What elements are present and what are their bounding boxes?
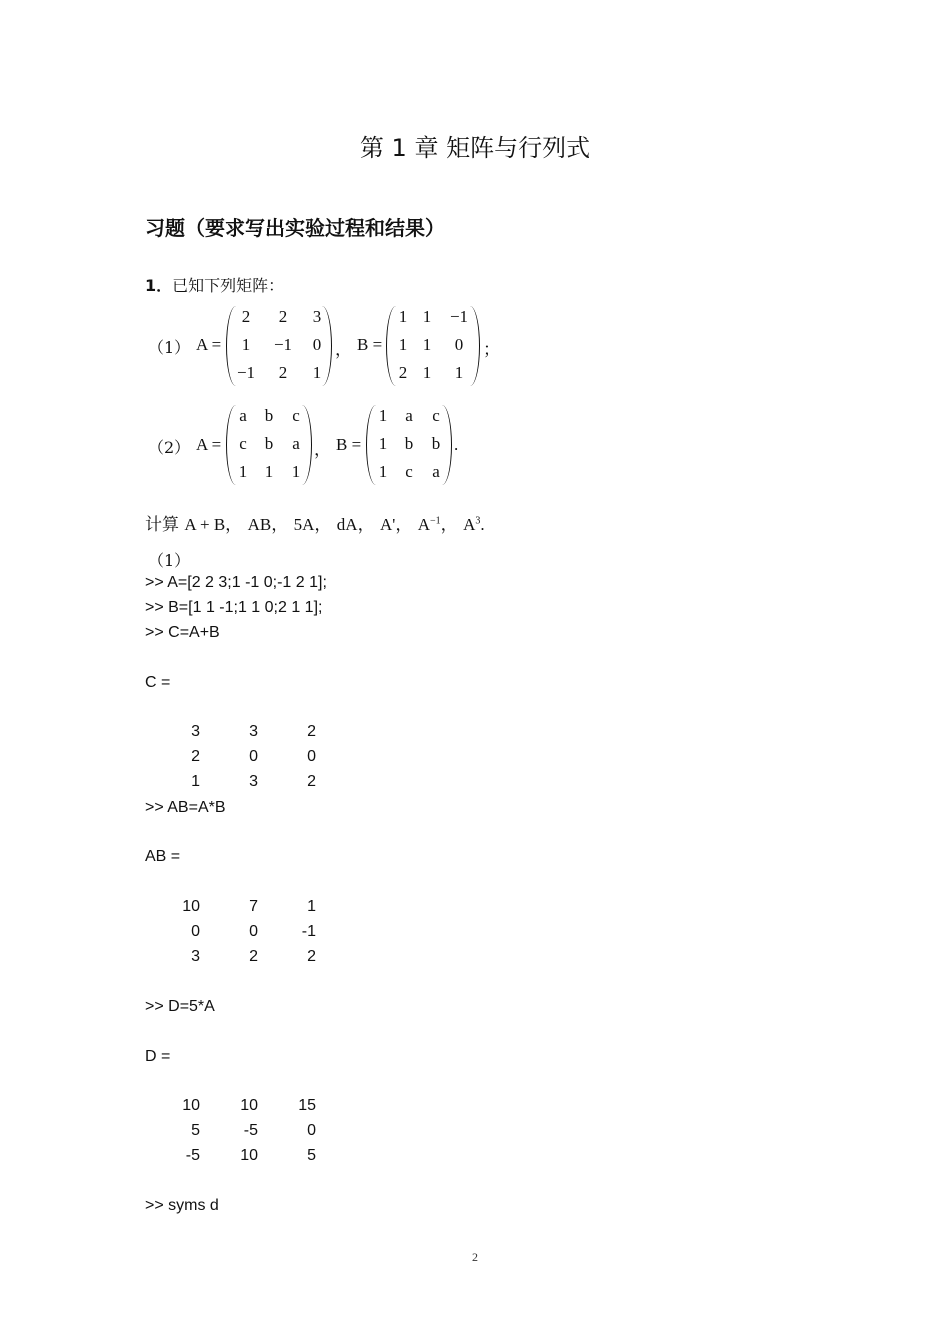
part1-label: （1）	[148, 338, 191, 357]
output-cell: -1	[301, 923, 316, 940]
matrix-cell: 1	[398, 307, 408, 326]
output-cell: -5	[185, 1147, 200, 1164]
matrix-cell: 1	[264, 462, 274, 481]
matrix-cell: 0	[312, 335, 322, 354]
problem-statement	[145, 273, 284, 296]
matrix-cell: 1	[398, 335, 408, 354]
matrix-cell: 1	[422, 363, 432, 382]
output-cell: 7	[249, 898, 258, 915]
page-number: 2	[472, 1250, 478, 1264]
part1-A-label: A =	[196, 335, 222, 354]
matrix-cell: 1	[422, 335, 432, 354]
matrix-cell: 1	[312, 363, 322, 382]
output-cell: 5	[191, 1122, 200, 1139]
part2-label: （2）	[148, 438, 191, 457]
matrix-cell: 2	[241, 307, 251, 326]
part1-matrix-A	[226, 306, 332, 386]
matrix-cell: a	[405, 406, 413, 425]
matrix-cell: b	[264, 406, 274, 425]
output-cell: 0	[307, 1122, 316, 1139]
matrix-cell: a	[239, 406, 247, 425]
output-cell: -5	[243, 1122, 258, 1139]
matrix-cell: 1	[422, 307, 432, 326]
output-cell: 1	[191, 773, 200, 790]
compute-line: 计算 A + B， AB， 5A， dA， A'， $A^{-1}$， $A^3$.	[145, 515, 485, 535]
output-cell: 0	[249, 748, 258, 765]
compute-prefix: 计算	[145, 515, 179, 535]
output-cell: 3	[249, 773, 258, 790]
output-cell: 10	[240, 1147, 258, 1164]
code-line: >> AB=A*B	[145, 799, 226, 816]
section-title: 习题（要求写出实验过程和结果）	[145, 216, 445, 240]
matrix-cell: −1	[273, 335, 293, 354]
matrix-cell: 2	[278, 363, 288, 382]
matrix-cell: 2	[278, 307, 288, 326]
expr-cube: $A^3$	[463, 515, 481, 534]
part1-B-label: B =	[357, 335, 383, 354]
expr-product: AB	[247, 515, 272, 534]
part2-matrix-A	[226, 405, 312, 485]
separator: ，	[335, 340, 352, 359]
matrix-cell: 1	[454, 363, 464, 382]
output-cell: 15	[298, 1097, 316, 1114]
matrix-cell: b	[404, 434, 414, 453]
code-line: >> syms d	[145, 1197, 219, 1214]
code-line: >> D=5*A	[145, 998, 215, 1015]
output-cell: 2	[307, 723, 316, 740]
output-cell: 0	[191, 923, 200, 940]
matrix-cell: 1	[378, 406, 388, 425]
expr-scalar: 5A	[293, 515, 315, 534]
output-cell: 10	[182, 898, 200, 915]
matrix-cell: c	[432, 406, 440, 425]
matrix-cell: 1	[291, 462, 301, 481]
code-line: >> A=[2 2 3;1 -1 0;-1 2 1];	[145, 574, 327, 591]
part2-B-label: B =	[336, 435, 362, 454]
problem-text: 已知下列矩阵：	[172, 276, 285, 295]
output-cell: 2	[307, 773, 316, 790]
matrix-cell: a	[432, 462, 440, 481]
matrix-cell: 1	[378, 434, 388, 453]
output-cell: 3	[191, 948, 200, 965]
end-mark: .	[454, 435, 459, 454]
separator: ，	[314, 440, 331, 459]
output-cell: 2	[249, 948, 258, 965]
matrix-cell: b	[431, 434, 441, 453]
solution-label: （1）	[148, 551, 191, 570]
matrix-cell: 1	[378, 462, 388, 481]
output-cell: 3	[191, 723, 200, 740]
output-cell: 0	[307, 748, 316, 765]
output-cell: 3	[249, 723, 258, 740]
matrix-cell: 1	[241, 335, 251, 354]
output-cell: 10	[240, 1097, 258, 1114]
matrix-cell: 1	[238, 462, 248, 481]
matrix-cell: 2	[398, 363, 408, 382]
output-cell: 2	[191, 748, 200, 765]
code-line: >> C=A+B	[145, 624, 220, 641]
matrix-cell: −1	[236, 363, 256, 382]
chapter-title: 第 1 章 矩阵与行列式	[359, 134, 591, 162]
output-cell: 5	[307, 1147, 316, 1164]
output-cell: 0	[249, 923, 258, 940]
output-label-AB: AB =	[145, 848, 181, 865]
matrix-cell: 0	[454, 335, 464, 354]
matrix-cell: c	[239, 434, 247, 453]
expr-symbolic-scalar: dA	[336, 515, 358, 534]
problem-number: 1．	[145, 276, 173, 295]
end-mark: ；	[483, 340, 500, 359]
matrix-cell: c	[405, 462, 413, 481]
matrix-cell: a	[292, 434, 300, 453]
matrix-cell: −1	[449, 307, 469, 326]
expr-inverse: $A^{-1}$	[417, 515, 441, 534]
code-line: >> B=[1 1 -1;1 1 0;2 1 1];	[145, 599, 323, 616]
expr-sum: A + B	[184, 515, 226, 534]
part2-A-label: A =	[196, 435, 222, 454]
output-label-D: D =	[145, 1048, 171, 1065]
output-cell: 2	[307, 948, 316, 965]
part2-matrix-B	[366, 405, 452, 485]
output-cell: 10	[182, 1097, 200, 1114]
output-cell: 1	[307, 898, 316, 915]
matrix-cell: 3	[312, 307, 322, 326]
part1-matrix-B	[386, 306, 480, 386]
expr-transpose: A'	[379, 515, 396, 534]
output-label-C: C =	[145, 674, 171, 691]
matrix-cell: c	[292, 406, 300, 425]
matrix-cell: b	[264, 434, 274, 453]
